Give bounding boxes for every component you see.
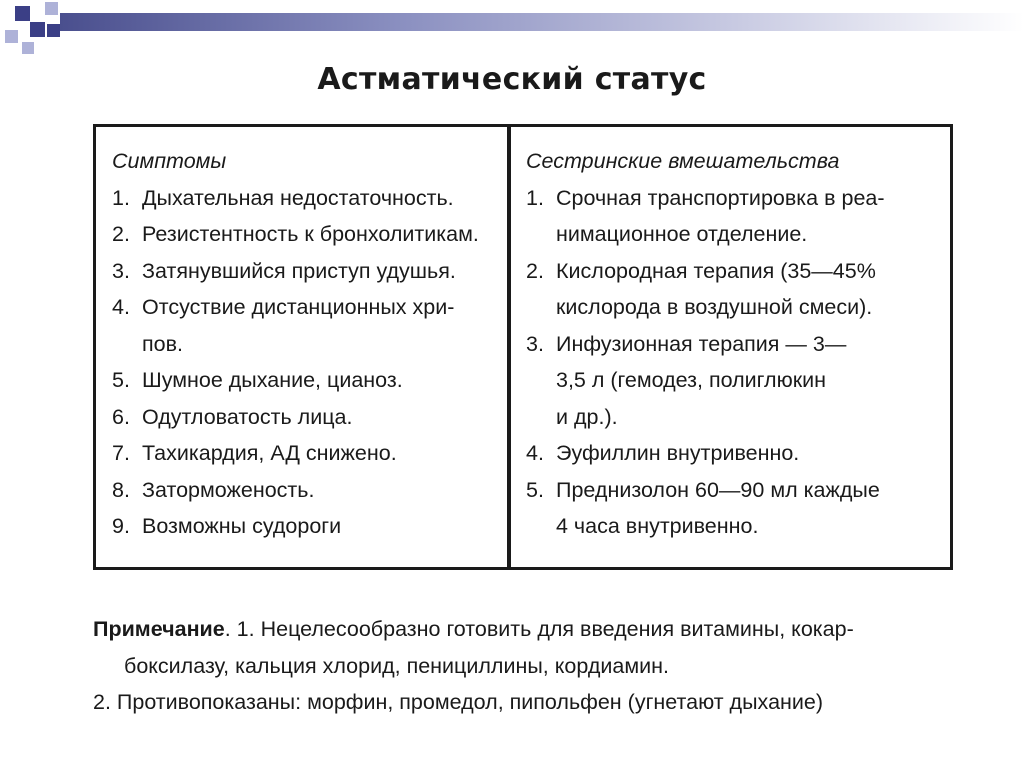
list-item [526, 472, 941, 545]
item-number: 2. [526, 258, 544, 283]
item-text: Кислородная терапия (35—45% кислорода в воздушной смеси). [556, 258, 876, 319]
deco-square [15, 6, 30, 21]
list-item [526, 435, 941, 472]
item-number: 5. [526, 477, 544, 502]
symptoms-column [112, 143, 502, 545]
item-number: 8. [112, 477, 130, 502]
list-item [112, 399, 502, 436]
item-text: Преднизолон 60—90 мл каждые 4 часа внутривенно. [556, 477, 880, 538]
symptoms-heading: Симптомы [112, 149, 227, 173]
item-text: Эуфиллин внутривенно. [556, 441, 800, 465]
item-number: 4. [112, 295, 130, 319]
item-text: Срочная транспортировка в реа- нимационное отделение. [556, 185, 885, 246]
list-item [526, 253, 941, 326]
note-line-2: боксилазу, кальция хлорид, пенициллины, кордиамин. [124, 653, 669, 678]
deco-square [45, 2, 58, 15]
table-divider [507, 124, 511, 570]
deco-square [22, 42, 34, 54]
interventions-column [526, 143, 941, 545]
item-number: 6. [112, 404, 130, 429]
list-item [112, 362, 502, 399]
interventions-heading: Сестринские вмешательства [526, 149, 840, 173]
list-item [112, 180, 502, 217]
note-line-1 [93, 611, 953, 648]
item-number: 3. [526, 331, 544, 356]
item-text: Дыхательная недостаточность. [142, 185, 454, 210]
note-label: Примечание [93, 617, 225, 641]
page-title: Астматический статус [317, 62, 707, 97]
list-item [112, 216, 502, 253]
list-item [112, 253, 502, 290]
item-text: Одутловатость лица. [142, 404, 353, 429]
note-line-3: 2. Противопоказаны: морфин, промедол, пипольфен (угнетают дыхание) [93, 690, 824, 714]
deco-square [5, 30, 18, 43]
deco-square [30, 22, 45, 37]
list-item [526, 326, 941, 436]
list-item [112, 508, 502, 545]
list-item [112, 435, 502, 472]
item-number: 1. [112, 185, 130, 210]
list-item [112, 289, 502, 362]
item-number: 5. [112, 368, 130, 392]
item-number: 3. [112, 258, 130, 283]
note-text: . 1. Нецелесообразно готовить для введения витамины, кокар- [224, 617, 854, 641]
item-text: Шумное дыхание, цианоз. [142, 368, 403, 392]
item-number: 4. [526, 441, 544, 465]
note-block [93, 611, 953, 721]
list-item [526, 180, 941, 253]
item-text: Заторможеность. [142, 477, 315, 502]
item-text: Тахикардия, АД снижено. [142, 441, 397, 465]
item-number: 7. [112, 441, 130, 465]
header-gradient-bar [60, 13, 1024, 31]
item-text: Инфузионная терапия — 3— 3,5 л (гемодез, полиглюкин и др.). [556, 331, 847, 429]
item-number: 9. [112, 514, 130, 538]
item-number: 2. [112, 222, 130, 246]
item-text: Возможны судороги [142, 514, 342, 538]
item-text: Отсуствие дистанционных хри- пов. [142, 295, 455, 356]
item-text: Резистентность к бронхолитикам. [142, 222, 479, 246]
item-number: 1. [526, 185, 544, 210]
deco-square [47, 24, 60, 37]
list-item [112, 472, 502, 509]
item-text: Затянувшийся приступ удушья. [142, 258, 456, 283]
